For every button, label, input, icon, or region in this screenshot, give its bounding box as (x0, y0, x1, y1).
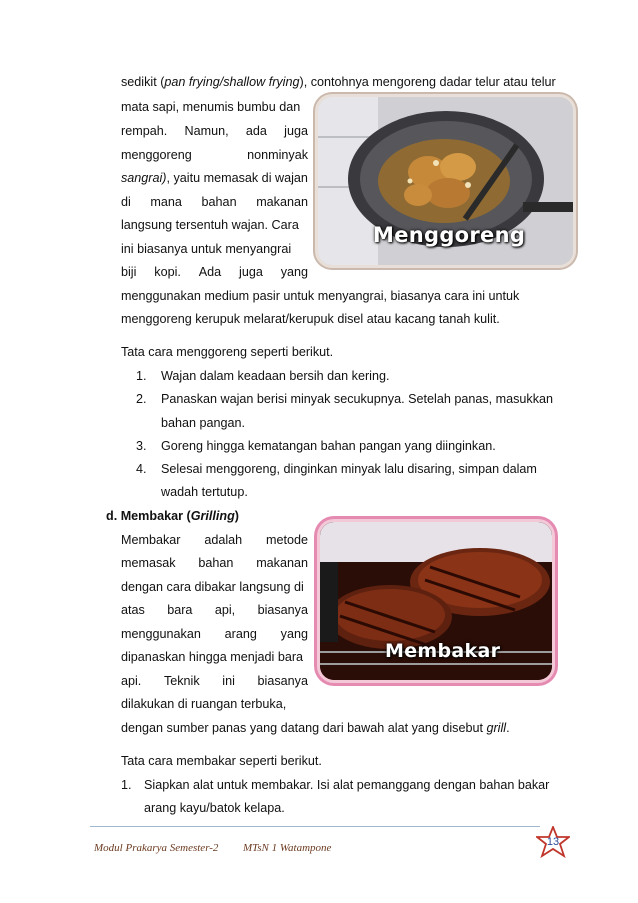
text-line: menggunakan arang yang (121, 627, 308, 641)
step-text: Goreng hingga kematangan bahan pangan yang diinginkan. (161, 439, 496, 453)
text-line: sangrai), yaitu memasak di wajan (121, 171, 308, 185)
step-text: Panaskan wajan berisi minyak secukupnya. Setelah panas, masukkan (161, 392, 554, 406)
step-text: wadah tertutup. (161, 485, 248, 499)
frying-photo (318, 97, 573, 265)
text-line: ini biasanya untuk menyangrai (121, 242, 292, 256)
step-text: arang kayu/batok kelapa. (144, 801, 285, 815)
text-line: dipanaskan hingga menjadi bara (121, 650, 304, 664)
frying-photo-label: Menggoreng (373, 223, 526, 247)
text-line: dilakukan di ruangan terbuka, (121, 697, 287, 711)
section-heading: d. Membakar (Grilling) (106, 509, 239, 523)
steps-intro: Tata cara membakar seperti berikut. (121, 754, 322, 768)
text-line: atas bara api, biasanya (121, 603, 308, 617)
grilling-photo (320, 522, 552, 680)
text-line: langsung tersentuh wajan. Cara (121, 218, 299, 232)
text-line: sedikit (pan frying/shallow frying), contohnya mengoreng dadar telur atau telur (121, 75, 556, 89)
text-line: mata sapi, menumis bumbu dan (121, 100, 301, 114)
step-text: Siapkan alat untuk membakar. Isi alat pemanggang dengan bahan bakar (144, 778, 550, 792)
text-line: dengan sumber panas yang datang dari bawah alat yang disebut grill. (121, 721, 510, 735)
text-line: dengan cara dibakar langsung di (121, 580, 304, 594)
text-line: di mana bahan makanan (121, 195, 308, 209)
footer-school-name: MTsN 1 Watampone (243, 842, 332, 854)
text-line: Membakar adalah metode (121, 533, 308, 547)
step-text: Selesai menggoreng, dinginkan minyak lalu disaring, simpan dalam (161, 462, 537, 476)
grilling-photo-label: Membakar (385, 640, 501, 662)
step-number: 2. (136, 392, 147, 406)
step-number: 3. (136, 439, 147, 453)
steps-intro: Tata cara menggoreng seperti berikut. (121, 345, 334, 359)
text-line: menggunakan medium pasir untuk menyangrai, biasanya cara ini untuk (121, 289, 520, 303)
step-text: Wajan dalam keadaan bersih dan kering. (161, 369, 390, 383)
step-number: 1. (121, 778, 132, 792)
page-number: 13 (546, 836, 560, 848)
step-text: bahan pangan. (161, 416, 246, 430)
text-line: menggoreng nonminyak (121, 148, 308, 162)
footer-module-title: Modul Prakarya Semester-2 (94, 842, 219, 854)
text-line: biji kopi. Ada juga yang (121, 265, 308, 279)
text-line: rempah. Namun, ada juga (121, 124, 308, 138)
step-number: 4. (136, 462, 147, 476)
footer-divider (90, 826, 540, 827)
step-number: 1. (136, 369, 147, 383)
text-line: api. Teknik ini biasanya (121, 674, 308, 688)
text-line: memasak bahan makanan (121, 556, 308, 570)
text-line: menggoreng kerupuk melarat/kerupuk disel atau kacang tanah kulit. (121, 312, 500, 326)
